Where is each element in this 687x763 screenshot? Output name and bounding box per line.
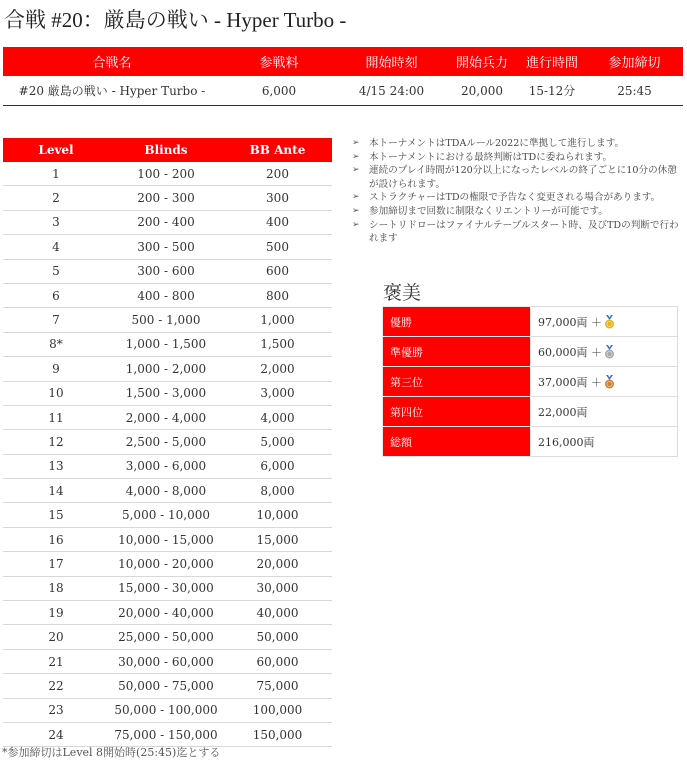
summary-start-time: 4/15 24:00 [337,76,446,106]
ante-cell: 4,000 [223,405,332,429]
prize-amount: 37,000両 ＋ [538,375,602,389]
ante-cell: 1,000 [223,308,332,332]
summary-entry-fee: 6,000 [221,76,337,106]
blinds-cell: 50,000 - 75,000 [109,674,223,698]
level-cell: 18 [3,576,109,600]
rule-item [352,205,686,219]
blind-level-row [3,186,332,210]
bronze-medal-icon [604,375,615,389]
arrow-bullet-icon: ➢ [352,192,360,203]
prize-row [383,367,678,397]
summary-level-duration: 15-12分 [518,76,586,106]
ante-cell: 15,000 [223,527,332,551]
blinds-cell: 5,000 - 10,000 [109,503,223,527]
level-cell: 7 [3,308,109,332]
blind-level-row [3,357,332,381]
rule-text: 本トーナメントにおける最終判断はTDに委ねられます。 [369,151,613,163]
blinds-cell: 200 - 300 [109,186,223,210]
ante-cell: 3,000 [223,381,332,405]
summary-header-row [3,47,683,76]
blind-level-row [3,210,332,234]
level-cell: 5 [3,259,109,283]
blinds-cell: 1,500 - 3,000 [109,381,223,405]
prize-amount: 97,000両 ＋ [538,315,602,329]
summary-starting-stack: 20,000 [446,76,518,106]
arrow-bullet-icon: ➢ [352,138,360,148]
blinds-cell: 1,000 - 1,500 [109,332,223,356]
blind-level-row [3,625,332,649]
summary-row [3,76,683,106]
ante-cell: 6,000 [223,454,332,478]
header-level: Level [3,138,109,162]
blinds-cell: 50,000 - 100,000 [109,698,223,722]
prize-row [383,337,678,367]
blinds-header-row [3,138,332,162]
blind-level-row [3,649,332,673]
level-cell: 20 [3,625,109,649]
blinds-cell: 1,000 - 2,000 [109,357,223,381]
prize-row [383,397,678,427]
prize-rank-label: 第三位 [383,367,531,397]
prize-value-cell [531,337,678,367]
late-registration-footnote: *参加締切はLevel 8開始時(25:45)迄とする [2,746,221,759]
ante-cell: 50,000 [223,625,332,649]
ante-cell: 300 [223,186,332,210]
blind-level-row [3,381,332,405]
blind-structure-table [3,138,332,747]
ante-cell: 10,000 [223,503,332,527]
rule-text: 参加締切まで回数に制限なくリエントリーが可能です。 [369,205,608,217]
prize-rank-label: 準優勝 [383,337,531,367]
rule-item [352,219,686,246]
blind-level-row [3,601,332,625]
blinds-cell: 100 - 200 [109,162,223,186]
blinds-cell: 500 - 1,000 [109,308,223,332]
blinds-cell: 75,000 - 150,000 [109,722,223,746]
ante-cell: 5,000 [223,430,332,454]
header-starting-stack: 開始兵力 [446,47,518,76]
header-entry-fee: 参戦料 [221,47,337,76]
blinds-cell: 4,000 - 8,000 [109,479,223,503]
prize-amount: 216,000両 [538,435,595,449]
blind-level-row [3,235,332,259]
blinds-cell: 15,000 - 30,000 [109,576,223,600]
blind-level-row [3,527,332,551]
ante-cell: 75,000 [223,674,332,698]
blinds-cell: 25,000 - 50,000 [109,625,223,649]
blinds-cell: 200 - 400 [109,210,223,234]
ante-cell: 600 [223,259,332,283]
ante-cell: 500 [223,235,332,259]
blind-level-row [3,576,332,600]
blind-level-row [3,454,332,478]
tournament-summary-table [3,47,683,106]
blind-level-row [3,430,332,454]
level-cell: 2 [3,186,109,210]
level-cell: 17 [3,552,109,576]
blinds-cell: 400 - 800 [109,283,223,307]
level-cell: 16 [3,527,109,551]
ante-cell: 2,000 [223,357,332,381]
page-title: 合戦 #20：厳島の戦い - Hyper Turbo - [4,8,347,32]
ante-cell: 8,000 [223,479,332,503]
blind-level-row [3,162,332,186]
prize-body [383,307,678,457]
prize-value-cell [531,367,678,397]
prize-rank-label: 優勝 [383,307,531,337]
prize-row [383,307,678,337]
blinds-cell: 20,000 - 40,000 [109,601,223,625]
ante-cell: 800 [223,283,332,307]
prize-value-cell [531,307,678,337]
ante-cell: 400 [223,210,332,234]
gold-medal-icon [604,315,615,329]
blind-level-row [3,259,332,283]
blinds-cell: 30,000 - 60,000 [109,649,223,673]
level-cell: 6 [3,283,109,307]
ante-cell: 150,000 [223,722,332,746]
blind-level-row [3,552,332,576]
blind-level-row [3,479,332,503]
level-cell: 19 [3,601,109,625]
blinds-cell: 3,000 - 6,000 [109,454,223,478]
level-cell: 10 [3,381,109,405]
ante-cell: 30,000 [223,576,332,600]
level-cell: 14 [3,479,109,503]
blind-level-row [3,674,332,698]
rule-text: 連続のプレイ時間が120分以上になったレベルの終了ごとに10分の休憩が設けられます。 [369,165,677,190]
rule-item [352,164,686,191]
blind-level-row [3,332,332,356]
level-cell: 11 [3,405,109,429]
header-level-duration: 進行時間 [518,47,586,76]
prize-table [382,306,678,457]
blinds-cell: 2,500 - 5,000 [109,430,223,454]
summary-tournament-name: #20 厳島の戦い - Hyper Turbo - [3,76,221,106]
blinds-body [3,162,332,747]
level-cell: 8* [3,332,109,356]
level-cell: 22 [3,674,109,698]
blinds-cell: 300 - 600 [109,259,223,283]
blinds-cell: 10,000 - 15,000 [109,527,223,551]
ante-cell: 40,000 [223,601,332,625]
header-bb-ante: BB Ante [223,138,332,162]
tournament-rules-list [352,137,686,246]
blind-level-row [3,503,332,527]
ante-cell: 60,000 [223,649,332,673]
level-cell: 13 [3,454,109,478]
header-late-registration: 参加締切 [586,47,683,76]
rule-text: ストラクチャーはTDの権限で予告なく変更される場合があります。 [369,192,661,204]
ante-cell: 20,000 [223,552,332,576]
rule-text: 本トーナメントはTDAルール2022に準拠して進行します。 [369,138,625,149]
level-cell: 15 [3,503,109,527]
level-cell: 24 [3,722,109,746]
level-cell: 21 [3,649,109,673]
arrow-bullet-icon: ➢ [352,165,360,176]
prize-amount: 60,000両 ＋ [538,345,602,359]
level-cell: 1 [3,162,109,186]
blinds-cell: 300 - 500 [109,235,223,259]
blinds-cell: 10,000 - 20,000 [109,552,223,576]
prize-rank-label: 第四位 [383,397,531,427]
prize-section-title: 褒美 [383,282,422,304]
blinds-cell: 2,000 - 4,000 [109,405,223,429]
header-blinds: Blinds [109,138,223,162]
header-start-time: 開始時刻 [337,47,446,76]
level-cell: 3 [3,210,109,234]
rule-text: シートリドローはファイナルテーブルスタート時、及びTDの判断で行われます [369,219,679,245]
blind-level-row [3,405,332,429]
silver-medal-icon [604,345,615,359]
blind-level-row [3,283,332,307]
prize-amount: 22,000両 [538,405,588,419]
prize-row [383,427,678,457]
blind-level-row [3,308,332,332]
arrow-bullet-icon: ➢ [352,219,360,230]
ante-cell: 100,000 [223,698,332,722]
summary-late-registration: 25:45 [586,76,683,106]
level-cell: 12 [3,430,109,454]
prize-value-cell [531,427,678,457]
rule-item [352,151,686,165]
header-tournament-name: 合戦名 [3,47,221,76]
rule-item [352,191,686,205]
blind-level-row [3,698,332,722]
ante-cell: 200 [223,162,332,186]
ante-cell: 1,500 [223,332,332,356]
level-cell: 23 [3,698,109,722]
arrow-bullet-icon: ➢ [352,151,360,162]
rule-item [352,137,686,151]
prize-value-cell [531,397,678,427]
arrow-bullet-icon: ➢ [352,205,360,216]
level-cell: 9 [3,357,109,381]
level-cell: 4 [3,235,109,259]
prize-rank-label: 総額 [383,427,531,457]
